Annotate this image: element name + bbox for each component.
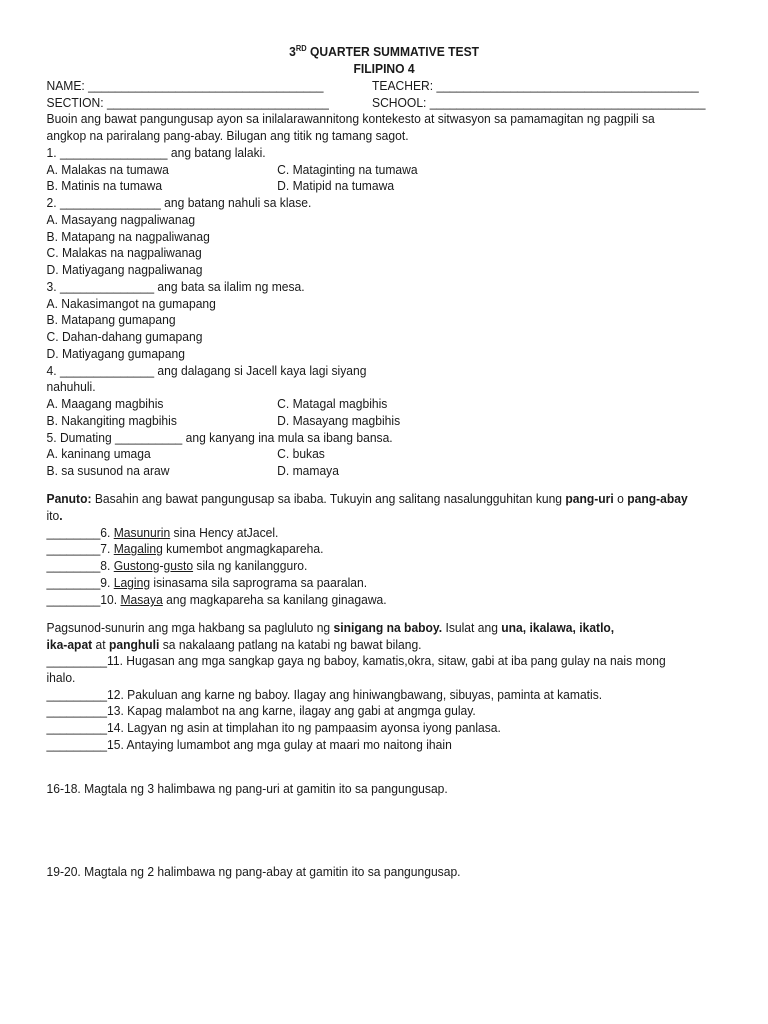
answer-blank: ________10. bbox=[46, 592, 121, 607]
item-8[interactable] bbox=[47, 558, 308, 575]
directions-text: sa nakalaang patlang na katabi ng bawat bilang. bbox=[159, 637, 422, 652]
directions-label: Panuto: bbox=[46, 491, 92, 506]
instructions-line-2: angkop na pariralang pang-abay. Bilugan ang titik ng tamang sagot. bbox=[46, 128, 409, 143]
item-text: sina Hency atJacel. bbox=[170, 525, 279, 540]
choice-2c[interactable]: C. Malakas na nagpaliwanag bbox=[46, 245, 202, 260]
term-pang-abay: pang-abay bbox=[627, 491, 688, 506]
answer-blank: ________7. bbox=[46, 541, 114, 556]
choice-label: B. Nakangiting magbihis bbox=[46, 413, 177, 428]
choice-2d[interactable]: D. Matiyagang nagpaliwanag bbox=[46, 262, 203, 277]
directions-ito: ito bbox=[46, 508, 60, 523]
choice-1b[interactable] bbox=[46, 178, 395, 195]
item-text: ang magkapareha sa kanilang ginagawa. bbox=[162, 592, 387, 607]
item-9[interactable] bbox=[47, 575, 368, 592]
choice-label: A. kaninang umaga bbox=[46, 446, 151, 461]
step-11[interactable]: _________11. Hugasan ang mga sangkap gaya ng baboy, kamatis,okra, sitaw, gabi at iba pang gulay na nais mong bbox=[46, 653, 666, 668]
step-12[interactable]: _________12. Pakuluan ang karne ng baboy. Ilagay ang hiniwangbawang, sibuyas, paminta at kamatis. bbox=[46, 687, 603, 702]
part2-directions bbox=[47, 491, 688, 508]
directions-text: Isulat ang bbox=[442, 620, 502, 635]
item-6[interactable] bbox=[47, 525, 279, 542]
choice-3c[interactable]: C. Dahan-dahang gumapang bbox=[46, 329, 203, 344]
choice-label: B. Matinis na tumawa bbox=[46, 178, 163, 193]
underlined-word: Gustong bbox=[113, 558, 160, 573]
choice-4d[interactable]: D. Masayang magbihis bbox=[277, 413, 401, 428]
underlined-word: Masunurin bbox=[113, 525, 171, 540]
item-text: isinasama sila saprograma sa paaralan. bbox=[150, 575, 368, 590]
choice-4a[interactable] bbox=[46, 396, 388, 413]
hyphen: - bbox=[159, 558, 164, 573]
order-words: una, ikalawa, ikatlo, bbox=[501, 620, 615, 635]
question-3: 3. ______________ ang bata sa ilalim ng mesa. bbox=[46, 279, 305, 294]
choice-4c[interactable]: C. Matagal magbihis bbox=[277, 396, 388, 411]
choice-5d[interactable]: D. mamaya bbox=[277, 463, 339, 478]
title-ordinal-suffix: RD bbox=[295, 44, 307, 53]
choice-4b[interactable] bbox=[46, 413, 401, 430]
order-word-ika-apat: ika-apat bbox=[46, 637, 93, 652]
subject-title: FILIPINO 4 bbox=[353, 61, 415, 76]
step-15[interactable]: _________15. Antaying lumambot ang mga gulay at maari mo naitong ihain bbox=[46, 737, 452, 752]
step-14[interactable]: _________14. Lagyan ng asin at timplahan ito ng pampaasim ayonsa iyong panlasa. bbox=[46, 720, 501, 735]
school-field[interactable]: SCHOOL: _________________________________________ bbox=[372, 95, 706, 110]
choice-label: A. Malakas na tumawa bbox=[46, 162, 169, 177]
question-5: 5. Dumating __________ ang kanyang ina mula sa ibang bansa. bbox=[46, 430, 393, 445]
title-ordinal: 3 bbox=[289, 44, 296, 59]
question-1: 1. ________________ ang batang lalaki. bbox=[46, 145, 266, 160]
choice-label: B. sa susunod na araw bbox=[46, 463, 170, 478]
title-text: QUARTER SUMMATIVE TEST bbox=[306, 44, 480, 59]
part3-directions-cont bbox=[47, 637, 422, 654]
answer-blank: ________8. bbox=[46, 558, 114, 573]
choice-5a[interactable] bbox=[46, 446, 325, 463]
choice-2a[interactable]: A. Masayang nagpaliwanag bbox=[46, 212, 196, 227]
question-4-cont: nahuhuli. bbox=[46, 379, 96, 394]
part3-directions bbox=[47, 620, 615, 637]
step-13[interactable]: _________13. Kapag malambot na ang karne, ilagay ang gabi at angmga gulay. bbox=[46, 703, 476, 718]
name-field[interactable]: NAME: ___________________________________ bbox=[46, 78, 324, 93]
choice-3b[interactable]: B. Matapang gumapang bbox=[46, 312, 176, 327]
step-11-cont: ihalo. bbox=[46, 670, 76, 685]
item-text: kumembot angmagkapareha. bbox=[162, 541, 324, 556]
choice-5b[interactable] bbox=[46, 463, 339, 480]
choice-label: A. Maagang magbihis bbox=[46, 396, 164, 411]
underlined-word: gusto bbox=[163, 558, 194, 573]
section-field[interactable]: SECTION: _________________________________ bbox=[46, 95, 329, 110]
choice-5c[interactable]: C. bukas bbox=[277, 446, 325, 461]
term-pang-uri: pang-uri bbox=[565, 491, 614, 506]
choice-1d[interactable]: D. Matipid na tumawa bbox=[277, 178, 395, 193]
directions-text: Pagsunod-sunurin ang mga hakbang sa pagluluto ng bbox=[46, 620, 334, 635]
choice-3a[interactable]: A. Nakasimangot na gumapang bbox=[46, 296, 216, 311]
directions-at: at bbox=[92, 637, 110, 652]
choice-3d[interactable]: D. Matiyagang gumapang bbox=[46, 346, 185, 361]
order-word-panghuli: panghuli bbox=[109, 637, 160, 652]
test-title bbox=[0, 44, 768, 61]
part2-directions-cont bbox=[47, 508, 63, 525]
choice-2b[interactable]: B. Matapang na nagpaliwanag bbox=[46, 229, 210, 244]
directions-period: . bbox=[59, 508, 63, 523]
choice-1a[interactable] bbox=[46, 162, 418, 179]
item-text: sila ng kanilangguro. bbox=[193, 558, 308, 573]
item-7[interactable] bbox=[47, 541, 324, 558]
choice-1c[interactable]: C. Mataginting na tumawa bbox=[277, 162, 418, 177]
question-19-20: 19-20. Magtala ng 2 halimbawa ng pang-abay at gamitin ito sa pangungusap. bbox=[46, 864, 461, 879]
underlined-word: Magaling bbox=[113, 541, 163, 556]
question-4: 4. ______________ ang dalagang si Jacell kaya lagi siyang bbox=[46, 363, 367, 378]
instructions-line-1: Buoin ang bawat pangungusap ayon sa inilalarawannitong kontekesto at sitwasyon sa pamamagitan ng pagpili sa bbox=[46, 111, 655, 126]
underlined-word: Laging bbox=[113, 575, 151, 590]
dish-name: sinigang na baboy. bbox=[333, 620, 443, 635]
item-10[interactable] bbox=[47, 592, 387, 609]
underlined-word: Masaya bbox=[120, 592, 163, 607]
teacher-field[interactable]: TEACHER: _______________________________________ bbox=[372, 78, 699, 93]
question-16-18: 16-18. Magtala ng 3 halimbawa ng pang-uri at gamitin ito sa pangungusap. bbox=[46, 781, 448, 796]
answer-blank: ________9. bbox=[46, 575, 114, 590]
directions-text: Basahin ang bawat pangungusap sa ibaba. Tukuyin ang salitang nasalungguhitan kung bbox=[91, 491, 566, 506]
directions-or: o bbox=[613, 491, 628, 506]
question-2: 2. _______________ ang batang nahuli sa klase. bbox=[46, 195, 312, 210]
answer-blank: ________6. bbox=[46, 525, 114, 540]
